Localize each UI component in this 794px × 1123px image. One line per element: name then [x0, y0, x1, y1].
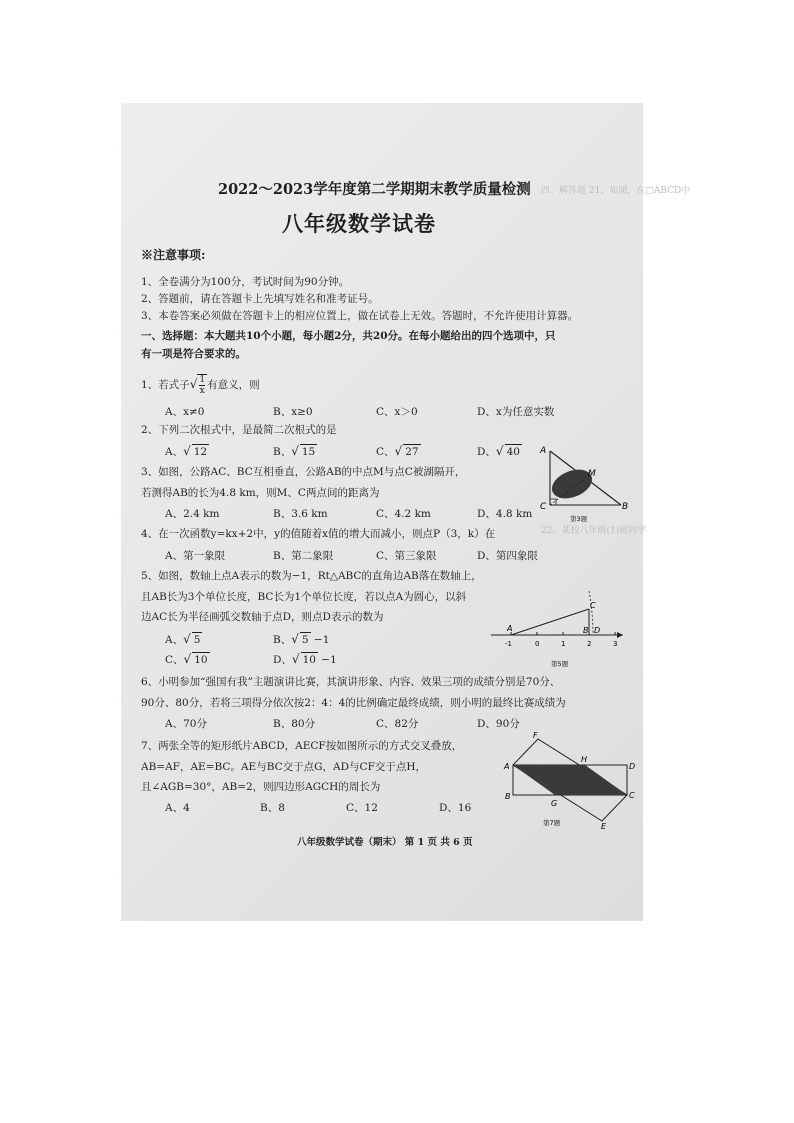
fig5-label-a: A	[507, 624, 513, 633]
q5-option-a: A、√ 5	[165, 632, 201, 646]
fig7-label-e: E	[601, 822, 607, 831]
fig5-arc	[589, 591, 593, 635]
question-5-line-2: 且AB长为3个单位长度，BC长为1个单位长度，若以点A为圆心，以斜	[141, 591, 467, 603]
fig7-caption: 第7题	[543, 819, 561, 827]
question-1-stem	[141, 374, 260, 396]
q5-option-b: B、√ 5 −1	[273, 632, 330, 646]
q5-option-c: C、√ 10	[165, 652, 208, 666]
fig5-arrow	[617, 632, 623, 638]
fig3-label-c: C	[540, 502, 547, 512]
fig5-tick-label-1: 1	[561, 640, 566, 648]
question-5-line-3: 边AC长为半径画弧交数轴于点D，则点D表示的数为	[141, 611, 384, 623]
q1-option-c: C、x＞0	[376, 406, 418, 418]
q4-option-c: C、第三象限	[376, 550, 437, 562]
q1-fraction	[197, 374, 207, 396]
question-7-line-2: AB=AF，AE=BC。AE与BC交于点G，AD与CF交于点H，	[141, 761, 427, 773]
fig7-shaded-agch	[513, 765, 627, 795]
figure-3	[536, 443, 636, 525]
q3-option-b: B、3.6 km	[273, 508, 328, 520]
fig5-label-c: C	[590, 601, 596, 610]
q2-option-b: B、√ 15	[273, 444, 316, 458]
q1-frac-numerator: 1	[199, 375, 206, 385]
q4-option-a: A、第一象限	[165, 550, 226, 562]
question-7-line-3: 且∠AGB=30°，AB=2，则四边形AGCH的周长为	[141, 781, 381, 793]
fig7-label-b: B	[505, 792, 511, 801]
fig5-caption: 第5题	[551, 660, 569, 668]
question-6-line-2: 90分、80分，若将三项得分依次按2：4：4的比例确定最终成绩，则小明的最终比赛成绩为	[141, 697, 566, 709]
fig7-label-f: F	[533, 731, 538, 740]
q6-option-b: B、80分	[273, 718, 316, 730]
q7-option-b: B、8	[260, 802, 285, 814]
q7-option-c: C、12	[346, 802, 378, 814]
fig3-label-a: A	[540, 446, 547, 456]
note-2: 2、答题前，请在答题卡上先填写姓名和准考证号。	[141, 293, 379, 305]
section-1-line-1: 一、选择题：本大题共10个小题，每小题2分，共20分。在每小题给出的四个选项中，只	[141, 330, 556, 342]
radical-sign: √	[189, 377, 198, 391]
q6-option-c: C、82分	[376, 718, 419, 730]
fig7-label-h: H	[581, 755, 588, 764]
figure-5	[489, 581, 629, 673]
q6-option-a: A、70分	[165, 718, 207, 730]
note-1: 1、全卷满分为100分，考试时间为90分钟。	[141, 276, 350, 288]
question-6-line-1: 6、小明参加“强国有我”主题演讲比赛，其演讲形象、内容、效果三项的成绩分别是70分、	[141, 676, 561, 688]
q4-option-b: B、第二象限	[273, 550, 334, 562]
q5-option-d: D、√ 10 −1	[273, 652, 337, 666]
bleed-through-text: 四、解答题 21、如图，在□ABCD中	[541, 186, 691, 196]
fig5-tick-label-3: 3	[613, 640, 618, 648]
notes-heading: ※注意事项:	[141, 248, 206, 262]
fig5-tick-label-2: 2	[587, 640, 592, 648]
q7-option-d: D、16	[439, 802, 472, 814]
fig7-label-d: D	[629, 762, 636, 771]
q1-frac-denominator: x	[199, 386, 205, 396]
q1-option-d: D、x为任意实数	[477, 406, 555, 418]
page-footer: 八年级数学试卷（期末） 第 1 页 共 6 页	[297, 837, 473, 848]
q1-suffix: 有意义，则	[207, 379, 260, 391]
q4-option-d: D、第四象限	[477, 550, 538, 562]
exam-page	[121, 103, 691, 921]
exam-title: 2022～2023学年度第二学期期末教学质量检测	[218, 181, 531, 198]
q2-option-c: C、√ 27	[376, 444, 419, 458]
question-2-stem: 2、下列二次根式中，是最简二次根式的是	[141, 424, 337, 436]
fig7-label-c: C	[629, 791, 635, 800]
q2-option-d: D、√ 40	[477, 444, 520, 458]
section-1-line-2: 有一项是符合要求的。	[141, 348, 246, 360]
q3-option-c: C、4.2 km	[376, 508, 431, 520]
fig5-tick-label-m1: -1	[505, 640, 512, 648]
question-3-line-2: 若测得AB的长为4.8 km，则M、C两点间的距离为	[141, 487, 380, 499]
fig5-label-b: B	[583, 626, 589, 635]
figure-7	[503, 731, 638, 831]
fig5-tick-label-0: 0	[535, 640, 540, 648]
question-4-stem: 4、在一次函数y=kx+2中，y的值随着x值的增大而减小，则点P（3，k）在	[141, 528, 496, 540]
question-3-line-1: 3、如图，公路AC、BC互相垂直，公路AB的中点M与点C被湖隔开，	[141, 466, 466, 478]
q3-option-d: D、4.8 km	[477, 508, 533, 520]
fig5-line-ac	[511, 609, 589, 635]
q1-option-a: A、x≠0	[165, 406, 205, 418]
q6-option-d: D、90分	[477, 718, 520, 730]
note-3: 3、本卷答案必须做在答题卡上的相应位置上，做在试卷上无效。答题时，不允许使用计算器。	[141, 310, 579, 322]
q2-option-a: A、√ 12	[165, 444, 208, 458]
fig7-label-a: A	[504, 762, 510, 771]
fig5-label-d: D	[594, 626, 601, 635]
bleed-through-text-2: 22、某校八年级(1)班同学	[541, 526, 647, 536]
question-7-line-1: 7、两张全等的矩形纸片ABCD，AECF按如图所示的方式交叉叠放，	[141, 740, 463, 752]
fig7-label-g: G	[551, 799, 558, 808]
q7-option-a: A、4	[165, 802, 190, 814]
q1-prefix: 1、若式子	[141, 379, 190, 391]
fig3-label-m: M	[588, 469, 596, 479]
question-5-line-1: 5、如图，数轴上点A表示的数为−1，Rt△ABC的直角边AB落在数轴上，	[141, 570, 482, 582]
exam-subtitle: 八年级数学试卷	[282, 211, 436, 236]
fig3-caption: 第3题	[570, 515, 588, 523]
fig3-label-b: B	[622, 502, 629, 512]
q3-option-a: A、2.4 km	[165, 508, 220, 520]
q1-option-b: B、x≥0	[273, 406, 313, 418]
